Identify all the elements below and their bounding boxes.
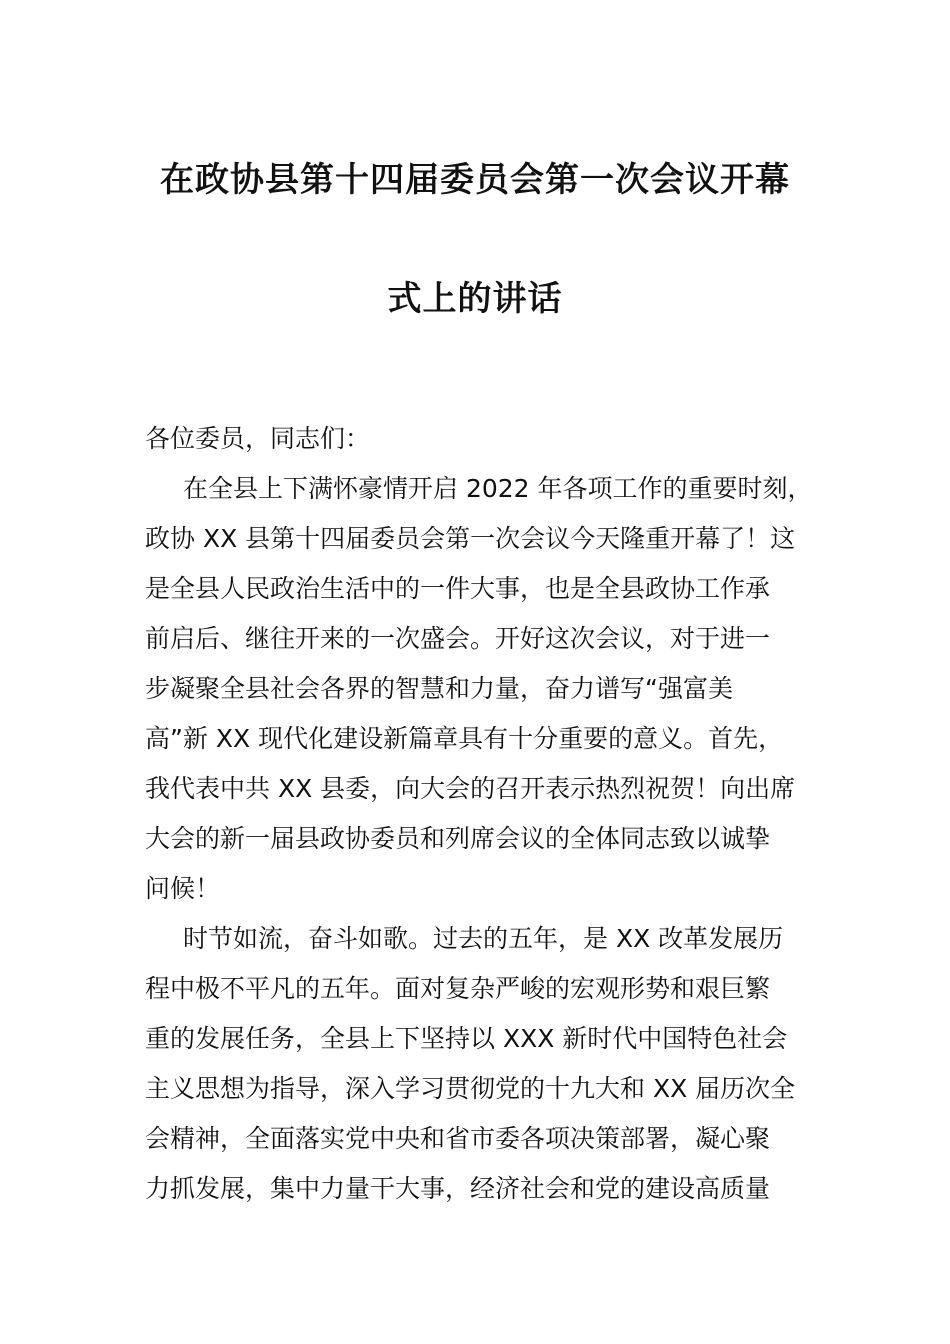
paragraph-1-line: 高”新 XX 现代化建设新篇章具有十分重要的意义。首先， bbox=[145, 724, 784, 753]
paragraph-1-line: 我代表中共 XX 县委，向大会的召开表示热烈祝贺！向出席 bbox=[145, 774, 796, 803]
paragraph-1-line: 政协 XX 县第十四届委员会第一次会议今天隆重开幕了！这 bbox=[145, 524, 796, 553]
document-title-line-1: 在政协县第十四届委员会第一次会议开幕 bbox=[160, 160, 790, 200]
salutation: 各位委员，同志们： bbox=[145, 424, 371, 453]
paragraph-1-line: 在全县上下满怀豪情开启 2022 年各项工作的重要时刻， bbox=[183, 474, 813, 503]
paragraph-2-line: 力抓发展，集中力量干大事，经济社会和党的建设高质量 bbox=[145, 1174, 771, 1203]
document-body bbox=[145, 420, 815, 1220]
paragraph-1-line: 步凝聚全县社会各界的智慧和力量，奋力谱写“强富美 bbox=[145, 674, 733, 703]
paragraph-2-line: 时节如流，奋斗如歌。过去的五年，是 XX 改革发展历 bbox=[183, 924, 784, 953]
paragraph-2-line: 重的发展任务，全县上下坚持以 XXX 新时代中国特色社会 bbox=[145, 1024, 788, 1053]
paragraph-1-line: 问候！ bbox=[145, 874, 221, 903]
paragraph-1-line: 是全县人民政治生活中的一件大事，也是全县政协工作承 bbox=[145, 574, 771, 603]
paragraph-2-line: 主义思想为指导，深入学习贯彻党的十九大和 XX 届历次全 bbox=[145, 1074, 796, 1103]
paragraph-1-line: 大会的新一届县政协委员和列席会议的全体同志致以诚挚 bbox=[145, 824, 771, 853]
document-title-line-2: 式上的讲话 bbox=[387, 279, 563, 319]
paragraph-2-line: 会精神，全面落实党中央和省市委各项决策部署，凝心聚 bbox=[145, 1124, 771, 1153]
paragraph-2-line: 程中极不平凡的五年。面对复杂严峻的宏观形势和艰巨繁 bbox=[145, 974, 771, 1003]
paragraph-1-line: 前启后、继往开来的一次盛会。开好这次会议，对于进一 bbox=[145, 624, 771, 653]
